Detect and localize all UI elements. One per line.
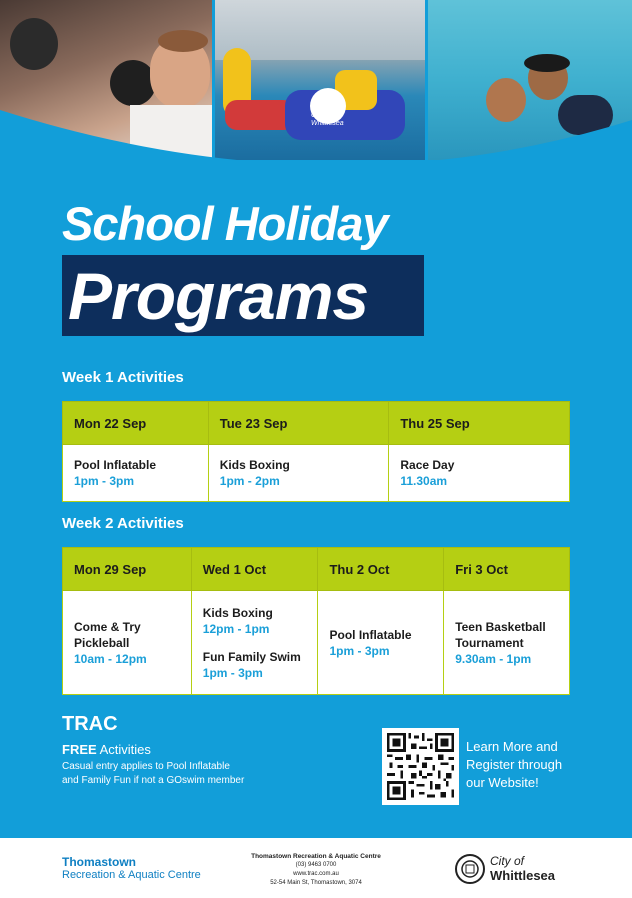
activity-cell (63, 591, 192, 695)
contact-info (226, 852, 406, 888)
qr-code[interactable] (382, 728, 459, 805)
activity-name: Pickleball (74, 635, 130, 650)
activity-name: Kids Boxing (219, 458, 290, 472)
qr-code-pattern (387, 733, 454, 800)
activity-time: 12pm - 1pm (202, 621, 270, 636)
cta-line: Register through (466, 757, 563, 772)
activity-name: Kids Boxing (202, 605, 273, 620)
activity-time: 9.30am - 1pm (455, 651, 532, 666)
city-seal-graphic (457, 856, 483, 882)
free-activities-label (62, 742, 151, 757)
activity-time: 1pm - 3pm (329, 643, 390, 658)
trac-title: TRAC (62, 713, 118, 735)
activity-name: Fun Family Swim (202, 649, 301, 664)
week-1-schedule-table (62, 401, 570, 502)
activity-cell (191, 591, 318, 695)
activity-cell (389, 445, 570, 502)
learn-more-cta (466, 738, 586, 792)
note-line: Casual entry applies to Pool Inflatable (62, 761, 230, 772)
activity-name: Pool Inflatable (74, 458, 157, 472)
table-header-row (63, 402, 570, 445)
day-header: Tue 23 Sep (208, 402, 389, 445)
activity-name: Pool Inflatable (329, 627, 412, 642)
week-2-heading: Week 2 Activities (62, 515, 184, 532)
activity-time: 10am - 12pm (74, 651, 147, 666)
week-2-schedule-table (62, 547, 570, 695)
free-label: FREE (62, 742, 97, 757)
day-header: Mon 29 Sep (63, 548, 192, 591)
photo-strip (0, 0, 632, 175)
contact-website: www.trac.com.au (293, 871, 339, 877)
activity-name: Race Day (400, 458, 455, 472)
activity-name: Come & Try (74, 619, 141, 634)
activity-cell (63, 445, 209, 502)
activity-time: 1pm - 2pm (219, 474, 280, 488)
header-curve (0, 0, 632, 175)
trac-logo-line1: Thomastown (62, 855, 136, 869)
day-header: Wed 1 Oct (191, 548, 318, 591)
day-header: Thu 2 Oct (318, 548, 444, 591)
activity-cell (444, 591, 570, 695)
contact-org: Thomastown Recreation & Aquatic Centre (251, 853, 381, 860)
footer (0, 838, 632, 898)
day-header: Mon 22 Sep (63, 402, 209, 445)
activity-cell (208, 445, 389, 502)
cta-line: our Website! (466, 775, 539, 790)
casual-entry-note (62, 760, 244, 788)
week-1-heading: Week 1 Activities (62, 369, 184, 386)
contact-phone: (03) 9463 0700 (295, 862, 337, 868)
title-school-holiday: School Holiday (62, 197, 388, 250)
activity-time: 1pm - 3pm (74, 474, 135, 488)
table-header-row (63, 548, 570, 591)
inflatable-banner-text: City of (311, 112, 331, 119)
note-line: and Family Fun if not a GOswim member (62, 775, 245, 786)
table-row (63, 445, 570, 502)
title-programs: Programs (68, 259, 369, 333)
city-logo-line2: Whittlesea (490, 868, 556, 883)
activity-time: 1pm - 3pm (202, 665, 263, 680)
activity-name: Tournament (455, 635, 524, 650)
city-seal-icon (455, 854, 485, 884)
activity-name: Teen Basketball (455, 619, 546, 634)
day-header: Fri 3 Oct (444, 548, 570, 591)
inflatable-banner-text: Whittlesea (311, 120, 344, 127)
activity-time: 11.30am (400, 474, 448, 488)
contact-address: 52-54 Main St, Thomastown, 3074 (270, 880, 362, 886)
activities-label: Activities (96, 742, 151, 757)
table-row (63, 591, 570, 695)
activity-cell (318, 591, 444, 695)
city-logo-line1: City of (490, 854, 525, 868)
trac-logo-line2: Recreation & Aquatic Centre (62, 869, 201, 881)
cta-line: Learn More and (466, 739, 558, 754)
day-header: Thu 25 Sep (389, 402, 570, 445)
